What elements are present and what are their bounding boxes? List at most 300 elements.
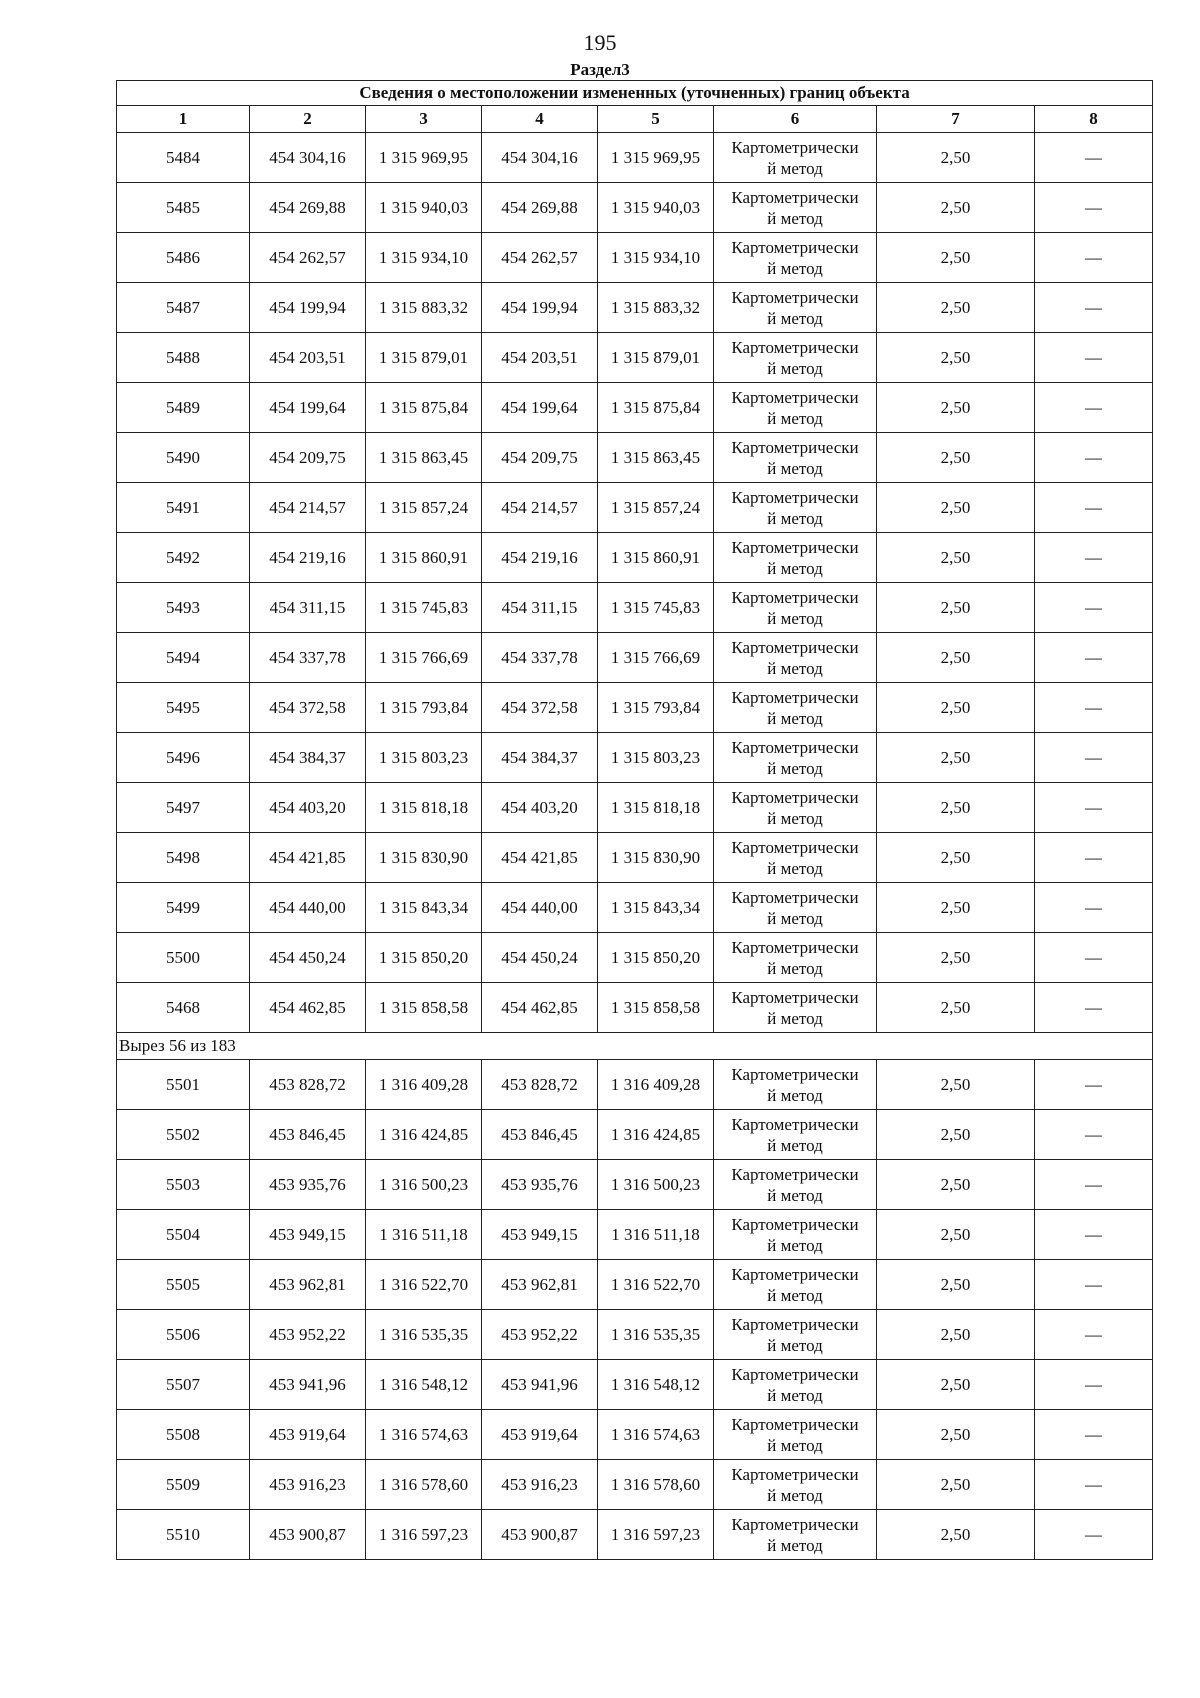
method-text-line2: й метод bbox=[767, 458, 823, 478]
precision-cell: 2,50 bbox=[877, 333, 1035, 383]
method-cell bbox=[714, 933, 877, 983]
method-text-line2: й метод bbox=[767, 708, 823, 728]
method-text-line1: Картометрически bbox=[731, 587, 859, 607]
method-text-line1: Картометрически bbox=[731, 887, 859, 907]
description-cell: — bbox=[1035, 883, 1153, 933]
method-cell bbox=[714, 1060, 877, 1110]
x-coordinate-old-cell: 453 962,81 bbox=[250, 1260, 366, 1310]
x-coordinate-old-cell: 454 372,58 bbox=[250, 683, 366, 733]
point-number-cell: 5490 bbox=[117, 433, 250, 483]
description-cell: — bbox=[1035, 833, 1153, 883]
method-text-line2: й метод bbox=[767, 1485, 823, 1505]
point-number-cell: 5503 bbox=[117, 1160, 250, 1210]
point-number-cell: 5507 bbox=[117, 1360, 250, 1410]
point-number-cell: 5497 bbox=[117, 783, 250, 833]
method-text-line1: Картометрически bbox=[731, 1414, 859, 1434]
method-text-line2: й метод bbox=[767, 1235, 823, 1255]
table-row bbox=[117, 1210, 1153, 1260]
x-coordinate-new-cell: 454 311,15 bbox=[482, 583, 598, 633]
x-coordinate-old-cell: 454 311,15 bbox=[250, 583, 366, 633]
method-text-line1: Картометрически bbox=[731, 337, 859, 357]
point-number-cell: 5506 bbox=[117, 1310, 250, 1360]
y-coordinate-old-cell: 1 316 597,23 bbox=[366, 1510, 482, 1560]
x-coordinate-new-cell: 454 337,78 bbox=[482, 633, 598, 683]
y-coordinate-new-cell: 1 315 879,01 bbox=[598, 333, 714, 383]
cut-label: Вырез 56 из 183 bbox=[117, 1033, 1153, 1060]
x-coordinate-old-cell: 454 219,16 bbox=[250, 533, 366, 583]
description-cell: — bbox=[1035, 183, 1153, 233]
table-row bbox=[117, 1310, 1153, 1360]
x-coordinate-new-cell: 454 209,75 bbox=[482, 433, 598, 483]
y-coordinate-new-cell: 1 315 858,58 bbox=[598, 983, 714, 1033]
x-coordinate-new-cell: 453 846,45 bbox=[482, 1110, 598, 1160]
method-text-line1: Картометрически bbox=[731, 1364, 859, 1384]
x-coordinate-new-cell: 453 941,96 bbox=[482, 1360, 598, 1410]
point-number-cell: 5508 bbox=[117, 1410, 250, 1460]
table-row bbox=[117, 833, 1153, 883]
section-title: Раздел3 bbox=[570, 60, 630, 79]
description-cell: — bbox=[1035, 133, 1153, 183]
x-coordinate-new-cell: 453 949,15 bbox=[482, 1210, 598, 1260]
y-coordinate-old-cell: 1 316 574,63 bbox=[366, 1410, 482, 1460]
method-text-line1: Картометрически bbox=[731, 1314, 859, 1334]
precision-cell: 2,50 bbox=[877, 483, 1035, 533]
method-cell bbox=[714, 433, 877, 483]
y-coordinate-new-cell: 1 315 850,20 bbox=[598, 933, 714, 983]
y-coordinate-new-cell: 1 316 535,35 bbox=[598, 1310, 714, 1360]
x-coordinate-old-cell: 454 337,78 bbox=[250, 633, 366, 683]
method-text-line1: Картометрически bbox=[731, 1264, 859, 1284]
y-coordinate-old-cell: 1 316 424,85 bbox=[366, 1110, 482, 1160]
method-cell bbox=[714, 1210, 877, 1260]
method-text-line2: й метод bbox=[767, 558, 823, 578]
x-coordinate-old-cell: 454 384,37 bbox=[250, 733, 366, 783]
x-coordinate-old-cell: 453 828,72 bbox=[250, 1060, 366, 1110]
y-coordinate-old-cell: 1 315 803,23 bbox=[366, 733, 482, 783]
y-coordinate-old-cell: 1 316 409,28 bbox=[366, 1060, 482, 1110]
column-number-6: 6 bbox=[714, 106, 877, 133]
method-text-line1: Картометрически bbox=[731, 1114, 859, 1134]
precision-cell: 2,50 bbox=[877, 1160, 1035, 1210]
column-number-5: 5 bbox=[598, 106, 714, 133]
y-coordinate-old-cell: 1 315 875,84 bbox=[366, 383, 482, 433]
description-cell: — bbox=[1035, 1260, 1153, 1310]
method-text-line2: й метод bbox=[767, 408, 823, 428]
column-number-4: 4 bbox=[482, 106, 598, 133]
x-coordinate-old-cell: 454 262,57 bbox=[250, 233, 366, 283]
table-row bbox=[117, 133, 1153, 183]
table-row bbox=[117, 1160, 1153, 1210]
y-coordinate-new-cell: 1 315 843,34 bbox=[598, 883, 714, 933]
method-cell bbox=[714, 1310, 877, 1360]
x-coordinate-new-cell: 454 214,57 bbox=[482, 483, 598, 533]
y-coordinate-new-cell: 1 316 597,23 bbox=[598, 1510, 714, 1560]
table-row bbox=[117, 1110, 1153, 1160]
column-number-2: 2 bbox=[250, 106, 366, 133]
table-row bbox=[117, 533, 1153, 583]
column-number-8: 8 bbox=[1035, 106, 1153, 133]
x-coordinate-new-cell: 453 916,23 bbox=[482, 1460, 598, 1510]
y-coordinate-old-cell: 1 315 934,10 bbox=[366, 233, 482, 283]
precision-cell: 2,50 bbox=[877, 1360, 1035, 1410]
method-text-line2: й метод bbox=[767, 1535, 823, 1555]
table-row bbox=[117, 633, 1153, 683]
y-coordinate-old-cell: 1 316 548,12 bbox=[366, 1360, 482, 1410]
y-coordinate-new-cell: 1 315 940,03 bbox=[598, 183, 714, 233]
method-text-line1: Картометрически bbox=[731, 987, 859, 1007]
y-coordinate-new-cell: 1 315 818,18 bbox=[598, 783, 714, 833]
description-cell: — bbox=[1035, 533, 1153, 583]
description-cell: — bbox=[1035, 633, 1153, 683]
method-cell bbox=[714, 233, 877, 283]
y-coordinate-old-cell: 1 315 860,91 bbox=[366, 533, 482, 583]
precision-cell: 2,50 bbox=[877, 633, 1035, 683]
column-number-3: 3 bbox=[366, 106, 482, 133]
table-row bbox=[117, 933, 1153, 983]
method-text-line1: Картометрически bbox=[731, 637, 859, 657]
precision-cell: 2,50 bbox=[877, 1260, 1035, 1310]
point-number-cell: 5493 bbox=[117, 583, 250, 633]
table-row bbox=[117, 733, 1153, 783]
method-cell bbox=[714, 883, 877, 933]
x-coordinate-new-cell: 454 219,16 bbox=[482, 533, 598, 583]
x-coordinate-old-cell: 453 919,64 bbox=[250, 1410, 366, 1460]
y-coordinate-new-cell: 1 315 745,83 bbox=[598, 583, 714, 633]
method-cell bbox=[714, 1110, 877, 1160]
y-coordinate-new-cell: 1 315 883,32 bbox=[598, 283, 714, 333]
method-text-line1: Картометрически bbox=[731, 937, 859, 957]
point-number-cell: 5499 bbox=[117, 883, 250, 933]
y-coordinate-old-cell: 1 315 940,03 bbox=[366, 183, 482, 233]
method-cell bbox=[714, 783, 877, 833]
precision-cell: 2,50 bbox=[877, 233, 1035, 283]
method-cell bbox=[714, 283, 877, 333]
table-row bbox=[117, 233, 1153, 283]
x-coordinate-new-cell: 454 199,94 bbox=[482, 283, 598, 333]
y-coordinate-new-cell: 1 315 857,24 bbox=[598, 483, 714, 533]
x-coordinate-new-cell: 453 962,81 bbox=[482, 1260, 598, 1310]
method-text-line2: й метод bbox=[767, 358, 823, 378]
method-text-line1: Картометрически bbox=[731, 137, 859, 157]
x-coordinate-new-cell: 454 450,24 bbox=[482, 933, 598, 983]
method-text-line2: й метод bbox=[767, 1435, 823, 1455]
y-coordinate-old-cell: 1 315 883,32 bbox=[366, 283, 482, 333]
method-text-line1: Картометрически bbox=[731, 437, 859, 457]
description-cell: — bbox=[1035, 1510, 1153, 1560]
y-coordinate-old-cell: 1 316 522,70 bbox=[366, 1260, 482, 1310]
method-cell bbox=[714, 683, 877, 733]
method-text-line2: й метод bbox=[767, 758, 823, 778]
point-number-cell: 5486 bbox=[117, 233, 250, 283]
y-coordinate-new-cell: 1 316 574,63 bbox=[598, 1410, 714, 1460]
page-number: 195 bbox=[583, 30, 617, 55]
description-cell: — bbox=[1035, 433, 1153, 483]
x-coordinate-new-cell: 454 372,58 bbox=[482, 683, 598, 733]
table-row bbox=[117, 333, 1153, 383]
x-coordinate-new-cell: 454 262,57 bbox=[482, 233, 598, 283]
x-coordinate-old-cell: 454 214,57 bbox=[250, 483, 366, 533]
x-coordinate-old-cell: 453 949,15 bbox=[250, 1210, 366, 1260]
method-text-line1: Картометрически bbox=[731, 537, 859, 557]
method-cell bbox=[714, 383, 877, 433]
x-coordinate-new-cell: 453 828,72 bbox=[482, 1060, 598, 1110]
y-coordinate-new-cell: 1 316 548,12 bbox=[598, 1360, 714, 1410]
description-cell: — bbox=[1035, 933, 1153, 983]
method-text-line2: й метод bbox=[767, 1335, 823, 1355]
y-coordinate-new-cell: 1 315 860,91 bbox=[598, 533, 714, 583]
table-row bbox=[117, 433, 1153, 483]
precision-cell: 2,50 bbox=[877, 583, 1035, 633]
x-coordinate-new-cell: 453 900,87 bbox=[482, 1510, 598, 1560]
precision-cell: 2,50 bbox=[877, 733, 1035, 783]
method-text-line2: й метод bbox=[767, 858, 823, 878]
x-coordinate-new-cell: 454 269,88 bbox=[482, 183, 598, 233]
precision-cell: 2,50 bbox=[877, 1060, 1035, 1110]
point-number-cell: 5494 bbox=[117, 633, 250, 683]
method-text-line1: Картометрически bbox=[731, 1514, 859, 1534]
method-cell bbox=[714, 1260, 877, 1310]
y-coordinate-old-cell: 1 316 511,18 bbox=[366, 1210, 482, 1260]
method-cell bbox=[714, 983, 877, 1033]
column-number-1: 1 bbox=[117, 106, 250, 133]
table-row bbox=[117, 383, 1153, 433]
x-coordinate-old-cell: 454 462,85 bbox=[250, 983, 366, 1033]
y-coordinate-new-cell: 1 316 424,85 bbox=[598, 1110, 714, 1160]
y-coordinate-old-cell: 1 315 850,20 bbox=[366, 933, 482, 983]
y-coordinate-new-cell: 1 316 578,60 bbox=[598, 1460, 714, 1510]
y-coordinate-old-cell: 1 316 500,23 bbox=[366, 1160, 482, 1210]
method-text-line2: й метод bbox=[767, 908, 823, 928]
method-text-line2: й метод bbox=[767, 1135, 823, 1155]
x-coordinate-old-cell: 454 269,88 bbox=[250, 183, 366, 233]
method-text-line2: й метод bbox=[767, 158, 823, 178]
description-cell: — bbox=[1035, 683, 1153, 733]
x-coordinate-old-cell: 453 900,87 bbox=[250, 1510, 366, 1560]
x-coordinate-new-cell: 454 203,51 bbox=[482, 333, 598, 383]
boundary-coordinates-table bbox=[116, 80, 1153, 1560]
method-cell bbox=[714, 1160, 877, 1210]
y-coordinate-old-cell: 1 315 830,90 bbox=[366, 833, 482, 883]
x-coordinate-old-cell: 454 403,20 bbox=[250, 783, 366, 833]
y-coordinate-new-cell: 1 315 793,84 bbox=[598, 683, 714, 733]
precision-cell: 2,50 bbox=[877, 983, 1035, 1033]
point-number-cell: 5502 bbox=[117, 1110, 250, 1160]
x-coordinate-old-cell: 453 846,45 bbox=[250, 1110, 366, 1160]
y-coordinate-new-cell: 1 315 766,69 bbox=[598, 633, 714, 683]
method-cell bbox=[714, 533, 877, 583]
x-coordinate-new-cell: 454 440,00 bbox=[482, 883, 598, 933]
x-coordinate-new-cell: 454 403,20 bbox=[482, 783, 598, 833]
column-number-row bbox=[117, 106, 1153, 133]
method-text-line1: Картометрически bbox=[731, 687, 859, 707]
cut-separator-row bbox=[117, 1033, 1153, 1060]
point-number-cell: 5468 bbox=[117, 983, 250, 1033]
method-text-line2: й метод bbox=[767, 658, 823, 678]
x-coordinate-old-cell: 453 941,96 bbox=[250, 1360, 366, 1410]
x-coordinate-old-cell: 454 440,00 bbox=[250, 883, 366, 933]
point-number-cell: 5487 bbox=[117, 283, 250, 333]
y-coordinate-new-cell: 1 315 830,90 bbox=[598, 833, 714, 883]
point-number-cell: 5489 bbox=[117, 383, 250, 433]
method-text-line2: й метод bbox=[767, 1285, 823, 1305]
method-text-line2: й метод bbox=[767, 608, 823, 628]
precision-cell: 2,50 bbox=[877, 183, 1035, 233]
method-text-line2: й метод bbox=[767, 508, 823, 528]
table-row bbox=[117, 1460, 1153, 1510]
point-number-cell: 5505 bbox=[117, 1260, 250, 1310]
y-coordinate-old-cell: 1 315 858,58 bbox=[366, 983, 482, 1033]
description-cell: — bbox=[1035, 733, 1153, 783]
y-coordinate-new-cell: 1 315 863,45 bbox=[598, 433, 714, 483]
x-coordinate-new-cell: 453 935,76 bbox=[482, 1160, 598, 1210]
description-cell: — bbox=[1035, 283, 1153, 333]
precision-cell: 2,50 bbox=[877, 533, 1035, 583]
method-cell bbox=[714, 583, 877, 633]
method-text-line1: Картометрически bbox=[731, 287, 859, 307]
table-row bbox=[117, 1410, 1153, 1460]
description-cell: — bbox=[1035, 1160, 1153, 1210]
x-coordinate-new-cell: 454 199,64 bbox=[482, 383, 598, 433]
point-number-cell: 5501 bbox=[117, 1060, 250, 1110]
table-caption-row bbox=[117, 81, 1153, 106]
y-coordinate-new-cell: 1 316 522,70 bbox=[598, 1260, 714, 1310]
y-coordinate-old-cell: 1 315 879,01 bbox=[366, 333, 482, 383]
point-number-cell: 5500 bbox=[117, 933, 250, 983]
x-coordinate-old-cell: 453 916,23 bbox=[250, 1460, 366, 1510]
description-cell: — bbox=[1035, 783, 1153, 833]
table-row bbox=[117, 183, 1153, 233]
table-row bbox=[117, 483, 1153, 533]
y-coordinate-old-cell: 1 315 793,84 bbox=[366, 683, 482, 733]
precision-cell: 2,50 bbox=[877, 683, 1035, 733]
method-text-line2: й метод bbox=[767, 308, 823, 328]
y-coordinate-new-cell: 1 315 803,23 bbox=[598, 733, 714, 783]
point-number-cell: 5498 bbox=[117, 833, 250, 883]
method-cell bbox=[714, 633, 877, 683]
description-cell: — bbox=[1035, 1360, 1153, 1410]
description-cell: — bbox=[1035, 1460, 1153, 1510]
precision-cell: 2,50 bbox=[877, 1310, 1035, 1360]
table-row bbox=[117, 683, 1153, 733]
x-coordinate-old-cell: 453 935,76 bbox=[250, 1160, 366, 1210]
precision-cell: 2,50 bbox=[877, 133, 1035, 183]
y-coordinate-old-cell: 1 315 857,24 bbox=[366, 483, 482, 533]
y-coordinate-new-cell: 1 315 875,84 bbox=[598, 383, 714, 433]
method-text-line1: Картометрически bbox=[731, 737, 859, 757]
method-cell bbox=[714, 483, 877, 533]
y-coordinate-new-cell: 1 316 511,18 bbox=[598, 1210, 714, 1260]
description-cell: — bbox=[1035, 483, 1153, 533]
precision-cell: 2,50 bbox=[877, 283, 1035, 333]
y-coordinate-old-cell: 1 315 766,69 bbox=[366, 633, 482, 683]
description-cell: — bbox=[1035, 383, 1153, 433]
description-cell: — bbox=[1035, 1410, 1153, 1460]
point-number-cell: 5496 bbox=[117, 733, 250, 783]
y-coordinate-old-cell: 1 316 535,35 bbox=[366, 1310, 482, 1360]
y-coordinate-old-cell: 1 315 745,83 bbox=[366, 583, 482, 633]
y-coordinate-old-cell: 1 316 578,60 bbox=[366, 1460, 482, 1510]
table-row bbox=[117, 783, 1153, 833]
method-cell bbox=[714, 1410, 877, 1460]
method-text-line2: й метод bbox=[767, 1008, 823, 1028]
description-cell: — bbox=[1035, 983, 1153, 1033]
table-row bbox=[117, 1510, 1153, 1560]
method-cell bbox=[714, 1360, 877, 1410]
y-coordinate-new-cell: 1 315 934,10 bbox=[598, 233, 714, 283]
table-row bbox=[117, 1060, 1153, 1110]
description-cell: — bbox=[1035, 583, 1153, 633]
x-coordinate-new-cell: 453 919,64 bbox=[482, 1410, 598, 1460]
method-text-line2: й метод bbox=[767, 1085, 823, 1105]
method-text-line2: й метод bbox=[767, 808, 823, 828]
precision-cell: 2,50 bbox=[877, 1110, 1035, 1160]
column-number-7: 7 bbox=[877, 106, 1035, 133]
description-cell: — bbox=[1035, 1310, 1153, 1360]
x-coordinate-new-cell: 454 384,37 bbox=[482, 733, 598, 783]
y-coordinate-old-cell: 1 315 969,95 bbox=[366, 133, 482, 183]
x-coordinate-old-cell: 454 199,94 bbox=[250, 283, 366, 333]
point-number-cell: 5492 bbox=[117, 533, 250, 583]
x-coordinate-old-cell: 454 203,51 bbox=[250, 333, 366, 383]
method-text-line1: Картометрически bbox=[731, 1464, 859, 1484]
point-number-cell: 5488 bbox=[117, 333, 250, 383]
precision-cell: 2,50 bbox=[877, 433, 1035, 483]
precision-cell: 2,50 bbox=[877, 1510, 1035, 1560]
precision-cell: 2,50 bbox=[877, 383, 1035, 433]
method-text-line2: й метод bbox=[767, 208, 823, 228]
x-coordinate-old-cell: 454 450,24 bbox=[250, 933, 366, 983]
description-cell: — bbox=[1035, 233, 1153, 283]
description-cell: — bbox=[1035, 1110, 1153, 1160]
method-text-line2: й метод bbox=[767, 258, 823, 278]
x-coordinate-new-cell: 454 421,85 bbox=[482, 833, 598, 883]
precision-cell: 2,50 bbox=[877, 1410, 1035, 1460]
precision-cell: 2,50 bbox=[877, 883, 1035, 933]
method-text-line1: Картометрически bbox=[731, 237, 859, 257]
method-cell bbox=[714, 1510, 877, 1560]
method-cell bbox=[714, 333, 877, 383]
precision-cell: 2,50 bbox=[877, 783, 1035, 833]
point-number-cell: 5509 bbox=[117, 1460, 250, 1510]
y-coordinate-new-cell: 1 316 500,23 bbox=[598, 1160, 714, 1210]
y-coordinate-new-cell: 1 316 409,28 bbox=[598, 1060, 714, 1110]
x-coordinate-new-cell: 453 952,22 bbox=[482, 1310, 598, 1360]
table-caption: Сведения о местоположении измененных (уточненных) границ объекта bbox=[117, 81, 1153, 106]
table-row bbox=[117, 1360, 1153, 1410]
table-row bbox=[117, 283, 1153, 333]
precision-cell: 2,50 bbox=[877, 833, 1035, 883]
description-cell: — bbox=[1035, 1210, 1153, 1260]
y-coordinate-old-cell: 1 315 863,45 bbox=[366, 433, 482, 483]
table-row bbox=[117, 983, 1153, 1033]
method-text-line2: й метод bbox=[767, 958, 823, 978]
x-coordinate-new-cell: 454 462,85 bbox=[482, 983, 598, 1033]
y-coordinate-new-cell: 1 315 969,95 bbox=[598, 133, 714, 183]
table-body bbox=[117, 133, 1153, 1560]
method-text-line1: Картометрически bbox=[731, 387, 859, 407]
precision-cell: 2,50 bbox=[877, 933, 1035, 983]
method-cell bbox=[714, 183, 877, 233]
method-cell bbox=[714, 1460, 877, 1510]
point-number-cell: 5495 bbox=[117, 683, 250, 733]
point-number-cell: 5504 bbox=[117, 1210, 250, 1260]
table-row bbox=[117, 1260, 1153, 1310]
precision-cell: 2,50 bbox=[877, 1210, 1035, 1260]
table-row bbox=[117, 583, 1153, 633]
method-text-line1: Картометрически bbox=[731, 1214, 859, 1234]
x-coordinate-old-cell: 454 209,75 bbox=[250, 433, 366, 483]
x-coordinate-old-cell: 454 421,85 bbox=[250, 833, 366, 883]
